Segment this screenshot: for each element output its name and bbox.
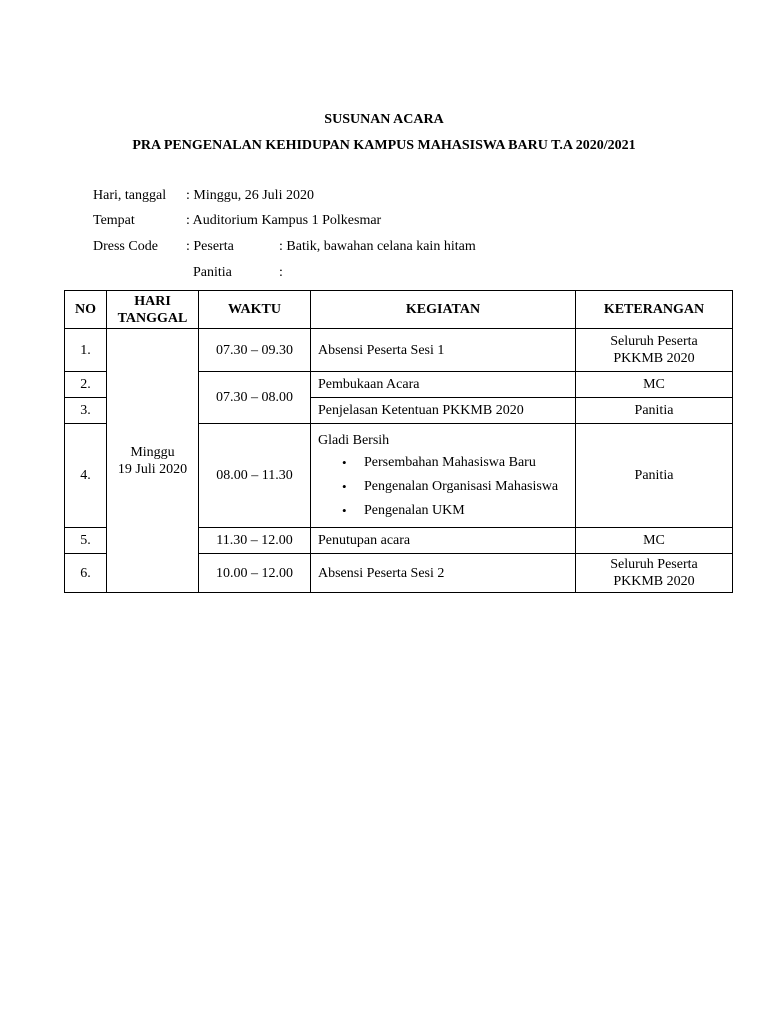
row-no: 4. (65, 424, 107, 528)
sub-activity-text: Pengenalan UKM (364, 503, 465, 518)
list-item (342, 478, 568, 495)
schedule-table (64, 290, 733, 593)
info-hari-value: : Minggu, 26 Juli 2020 (186, 188, 314, 203)
day-line2: 19 Juli 2020 (117, 461, 188, 477)
header-hari-line2: TANGGAL (117, 310, 188, 326)
ket-line1: Seluruh Peserta (610, 334, 698, 349)
row-no: 6. (65, 554, 107, 593)
ket-line2: PKKMB 2020 (613, 351, 695, 366)
ket-line2: PKKMB 2020 (613, 574, 695, 589)
bullet-icon: • (342, 479, 347, 494)
row-no: 1. (65, 329, 107, 372)
info-dress-panitia-value: : (279, 265, 283, 280)
info-tempat-value: : Auditorium Kampus 1 Polkesmar (186, 213, 382, 228)
info-tempat-label: Tempat (93, 213, 135, 228)
list-item (342, 454, 568, 471)
row-kegiatan: Absensi Peserta Sesi 2 (311, 554, 576, 593)
row-waktu: 11.30 – 12.00 (199, 528, 311, 554)
row-kegiatan: Penutupan acara (311, 528, 576, 554)
header-hari-line1: HARI (134, 293, 171, 309)
row-kegiatan: Absensi Peserta Sesi 1 (311, 329, 576, 372)
header-no: NO (65, 291, 107, 329)
info-dress-label: Dress Code (93, 239, 158, 254)
row-no: 2. (65, 372, 107, 398)
header-kegiatan: KEGIATAN (311, 291, 576, 329)
table-row (65, 329, 733, 372)
row-keterangan: Panitia (576, 424, 733, 528)
row-no: 5. (65, 528, 107, 554)
info-dress-peserta-value: : Batik, bawahan celana kain hitam (279, 239, 476, 254)
sub-activity-list (318, 454, 568, 519)
header-hari-tanggal (107, 291, 199, 329)
row-waktu: 10.00 – 12.00 (199, 554, 311, 593)
day-line1: Minggu (130, 444, 175, 460)
sub-activity-text: Persembahan Mahasiswa Baru (364, 455, 536, 470)
row-keterangan (576, 329, 733, 372)
list-item (342, 502, 568, 519)
kegiatan-main: Gladi Bersih (318, 433, 390, 448)
ket-line1: Seluruh Peserta (610, 557, 698, 572)
row-keterangan: MC (576, 528, 733, 554)
row-no: 3. (65, 398, 107, 424)
row-waktu: 07.30 – 09.30 (199, 329, 311, 372)
sub-activity-text: Pengenalan Organisasi Mahasiswa (364, 479, 559, 494)
row-waktu: 07.30 – 08.00 (199, 372, 311, 424)
day-cell (107, 329, 199, 593)
document-subtitle: PRA PENGENALAN KEHIDUPAN KAMPUS MAHASISWA BARU T.A 2020/2021 (132, 138, 636, 153)
bullet-icon: • (342, 455, 347, 470)
header-waktu: WAKTU (199, 291, 311, 329)
row-keterangan: Panitia (576, 398, 733, 424)
bullet-icon: • (342, 503, 347, 518)
document-title: SUSUNAN ACARA (324, 112, 444, 127)
info-dress-peserta-label: : Peserta (186, 239, 234, 254)
row-waktu: 08.00 – 11.30 (199, 424, 311, 528)
row-keterangan (576, 554, 733, 593)
table-header-row (65, 291, 733, 329)
row-kegiatan (311, 424, 576, 528)
header-keterangan: KETERANGAN (576, 291, 733, 329)
row-kegiatan: Penjelasan Ketentuan PKKMB 2020 (311, 398, 576, 424)
row-keterangan: MC (576, 372, 733, 398)
info-dress-panitia-label: Panitia (193, 265, 232, 280)
info-hari-label: Hari, tanggal (93, 188, 167, 203)
row-kegiatan: Pembukaan Acara (311, 372, 576, 398)
